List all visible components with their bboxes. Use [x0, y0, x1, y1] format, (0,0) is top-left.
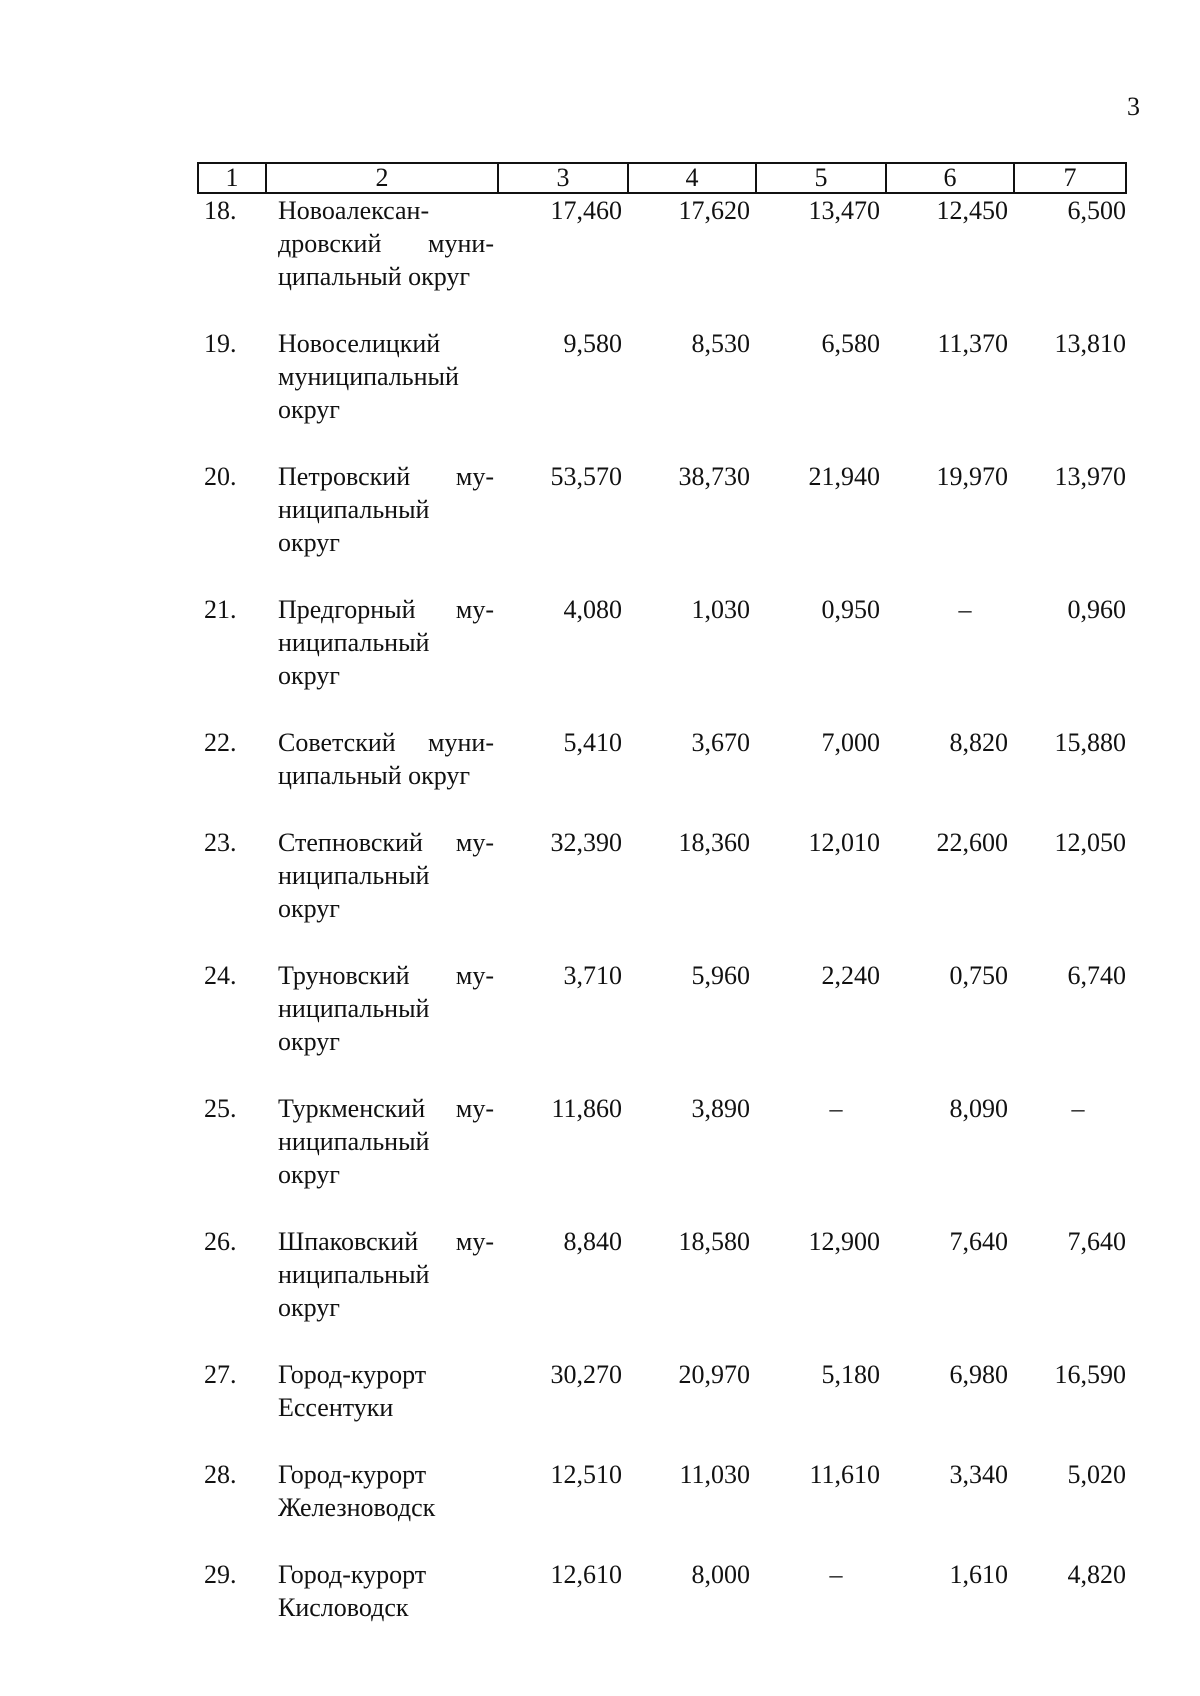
- municipality-name: [266, 327, 498, 426]
- column-header: 5: [756, 163, 886, 193]
- value-cell: 12,510: [550, 1460, 622, 1489]
- row-number: 22.: [204, 728, 237, 757]
- value-cell: 6,580: [821, 329, 880, 358]
- name-line: Город-курорт: [278, 1360, 427, 1389]
- row-number: 19.: [204, 329, 237, 358]
- value-cell: 32,390: [550, 828, 622, 857]
- name-line: Петровский му-: [278, 462, 494, 491]
- value-cell: 7,000: [821, 728, 880, 757]
- name-line: дровский муни-: [278, 229, 494, 258]
- name-line: ниципальный: [278, 861, 430, 890]
- row-number: 20.: [204, 462, 237, 491]
- value-cell: 22,600: [936, 828, 1008, 857]
- municipality-name: [266, 460, 498, 559]
- spacer-cell: [198, 792, 1126, 826]
- municipality-name: [266, 1458, 498, 1524]
- row-number: 27.: [204, 1360, 237, 1389]
- table-body: [198, 193, 1126, 1624]
- value-cell: 18,360: [678, 828, 750, 857]
- row-spacer: [198, 1324, 1126, 1358]
- name-line: Кисловодск: [278, 1593, 409, 1622]
- municipality-name: [266, 726, 498, 792]
- name-line: ниципальный: [278, 628, 430, 657]
- table-row: [198, 1558, 1126, 1624]
- name-line: Новоселицкий: [278, 329, 441, 358]
- value-cell: 13,810: [1054, 329, 1126, 358]
- value-cell: 7,640: [949, 1227, 1008, 1256]
- value-cell: 6,740: [1067, 961, 1126, 990]
- row-spacer: [198, 792, 1126, 826]
- name-line: округ: [278, 1293, 340, 1322]
- value-cell: 4,080: [563, 595, 622, 624]
- name-line: Предгорный му-: [278, 595, 494, 624]
- value-cell: 3,710: [563, 961, 622, 990]
- value-cell: 11,860: [551, 1094, 622, 1123]
- name-line: округ: [278, 528, 340, 557]
- value-cell: –: [829, 1094, 843, 1123]
- spacer-cell: [198, 559, 1126, 593]
- value-cell: 8,000: [691, 1560, 750, 1589]
- header-row: [198, 163, 1126, 193]
- value-cell: 9,580: [563, 329, 622, 358]
- name-line: Железноводск: [278, 1493, 436, 1522]
- name-line: Степновский му-: [278, 828, 494, 857]
- municipality-name: [266, 193, 498, 293]
- value-cell: 20,970: [678, 1360, 750, 1389]
- value-cell: 12,610: [550, 1560, 622, 1589]
- name-line: ниципальный: [278, 495, 430, 524]
- spacer-cell: [198, 1524, 1126, 1558]
- column-header: 2: [266, 163, 498, 193]
- value-cell: 19,970: [936, 462, 1008, 491]
- row-number: 23.: [204, 828, 237, 857]
- table-row: [198, 1092, 1126, 1191]
- row-spacer: [198, 925, 1126, 959]
- value-cell: 2,240: [821, 961, 880, 990]
- row-spacer: [198, 1191, 1126, 1225]
- value-cell: 6,500: [1067, 196, 1126, 225]
- value-cell: 8,820: [949, 728, 1008, 757]
- value-cell: 11,030: [679, 1460, 750, 1489]
- row-number: 24.: [204, 961, 237, 990]
- value-cell: 1,030: [691, 595, 750, 624]
- name-line: округ: [278, 894, 340, 923]
- table-row: [198, 1358, 1126, 1424]
- value-cell: –: [1071, 1094, 1085, 1123]
- name-line: Ессентуки: [278, 1393, 394, 1422]
- spacer-cell: [198, 1058, 1126, 1092]
- municipality-name: [266, 826, 498, 925]
- value-cell: 12,050: [1054, 828, 1126, 857]
- column-header: 7: [1014, 163, 1126, 193]
- value-cell: 16,590: [1054, 1360, 1126, 1389]
- row-spacer: [198, 1058, 1126, 1092]
- value-cell: 17,620: [678, 196, 750, 225]
- value-cell: 8,530: [691, 329, 750, 358]
- row-spacer: [198, 559, 1126, 593]
- value-cell: 8,840: [563, 1227, 622, 1256]
- row-spacer: [198, 293, 1126, 327]
- table-row: [198, 1458, 1126, 1524]
- value-cell: –: [958, 595, 972, 624]
- row-spacer: [198, 692, 1126, 726]
- value-cell: 7,640: [1067, 1227, 1126, 1256]
- name-line: ниципальный: [278, 994, 430, 1023]
- name-line: Шпаковский му-: [278, 1227, 494, 1256]
- table-row: [198, 593, 1126, 692]
- table-row: [198, 726, 1126, 792]
- value-cell: 0,950: [821, 595, 880, 624]
- value-cell: 13,470: [808, 196, 880, 225]
- table-row: [198, 327, 1126, 426]
- municipality-name: [266, 1225, 498, 1324]
- value-cell: 6,980: [949, 1360, 1008, 1389]
- row-number: 21.: [204, 595, 237, 624]
- value-cell: 5,180: [821, 1360, 880, 1389]
- row-number: 29.: [204, 1560, 237, 1589]
- value-cell: 12,450: [936, 196, 1008, 225]
- value-cell: 4,820: [1067, 1560, 1126, 1589]
- value-cell: 15,880: [1054, 728, 1126, 757]
- row-number: 18.: [204, 196, 237, 225]
- name-line: Город-курорт: [278, 1460, 427, 1489]
- name-line: ципальный округ: [278, 262, 471, 291]
- municipality-name: [266, 593, 498, 692]
- name-line: округ: [278, 1160, 340, 1189]
- row-number: 28.: [204, 1460, 237, 1489]
- value-cell: 12,900: [808, 1227, 880, 1256]
- spacer-cell: [198, 1324, 1126, 1358]
- value-cell: 8,090: [949, 1094, 1008, 1123]
- value-cell: 3,670: [691, 728, 750, 757]
- value-cell: –: [829, 1560, 843, 1589]
- spacer-cell: [198, 1191, 1126, 1225]
- row-spacer: [198, 1424, 1126, 1458]
- name-line: Город-курорт: [278, 1560, 427, 1589]
- spacer-cell: [198, 293, 1126, 327]
- table-row: [198, 959, 1126, 1058]
- row-number: 25.: [204, 1094, 237, 1123]
- spacer-cell: [198, 1424, 1126, 1458]
- municipality-name: [266, 1558, 498, 1624]
- value-cell: 1,610: [949, 1560, 1008, 1589]
- column-header: 6: [886, 163, 1014, 193]
- spacer-cell: [198, 426, 1126, 460]
- name-line: Советский муни-: [278, 728, 494, 757]
- name-line: ниципальный: [278, 1260, 430, 1289]
- column-header: 1: [198, 163, 266, 193]
- data-table: [197, 162, 1127, 1624]
- municipality-name: [266, 959, 498, 1058]
- value-cell: 18,580: [678, 1227, 750, 1256]
- name-line: округ: [278, 395, 340, 424]
- spacer-cell: [198, 925, 1126, 959]
- name-line: округ: [278, 661, 340, 690]
- municipality-name: [266, 1358, 498, 1424]
- page-number: 3: [1127, 92, 1140, 121]
- table-row: [198, 826, 1126, 925]
- value-cell: 13,970: [1054, 462, 1126, 491]
- column-header: 3: [498, 163, 628, 193]
- value-cell: 12,010: [808, 828, 880, 857]
- value-cell: 0,750: [949, 961, 1008, 990]
- table-row: [198, 460, 1126, 559]
- table-row: [198, 1225, 1126, 1324]
- value-cell: 0,960: [1067, 595, 1126, 624]
- name-line: округ: [278, 1027, 340, 1056]
- value-cell: 21,940: [808, 462, 880, 491]
- value-cell: 3,890: [691, 1094, 750, 1123]
- row-spacer: [198, 1524, 1126, 1558]
- column-header: 4: [628, 163, 756, 193]
- value-cell: 11,610: [809, 1460, 880, 1489]
- name-line: ниципальный: [278, 1127, 430, 1156]
- spacer-cell: [198, 692, 1126, 726]
- name-line: Туркменский му-: [278, 1094, 494, 1123]
- value-cell: 17,460: [550, 196, 622, 225]
- name-line: Труновский му-: [278, 961, 494, 990]
- value-cell: 5,410: [563, 728, 622, 757]
- name-line: Новоалексан-: [278, 196, 430, 225]
- table-row: [198, 193, 1126, 293]
- value-cell: 38,730: [678, 462, 750, 491]
- row-spacer: [198, 426, 1126, 460]
- name-line: ципальный округ: [278, 761, 471, 790]
- municipality-name: [266, 1092, 498, 1191]
- value-cell: 5,960: [691, 961, 750, 990]
- name-line: муниципальный: [278, 362, 459, 391]
- value-cell: 5,020: [1067, 1460, 1126, 1489]
- value-cell: 11,370: [937, 329, 1008, 358]
- row-number: 26.: [204, 1227, 237, 1256]
- value-cell: 53,570: [550, 462, 622, 491]
- value-cell: 3,340: [949, 1460, 1008, 1489]
- value-cell: 30,270: [550, 1360, 622, 1389]
